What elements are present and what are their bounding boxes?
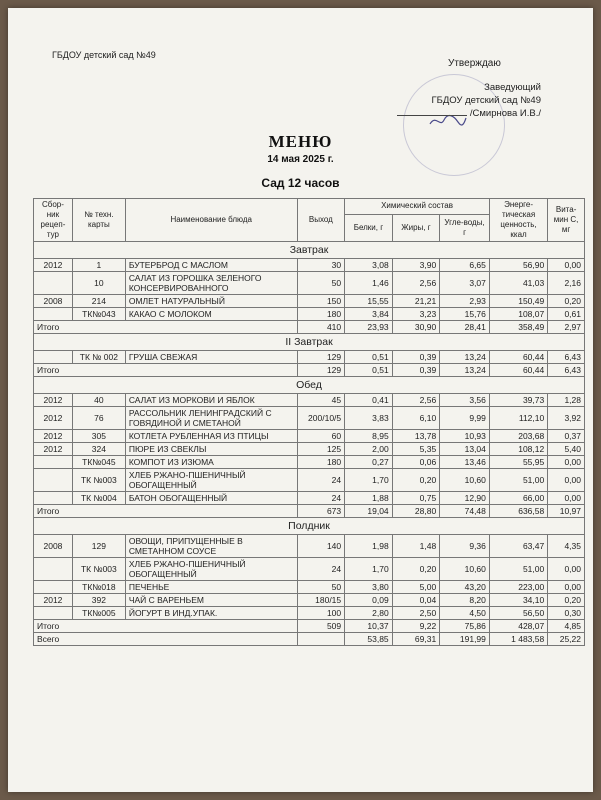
table-cell: 10,60 (440, 469, 490, 492)
total-label: Итого (34, 321, 298, 334)
table-cell: 112,10 (489, 407, 547, 430)
table-row (34, 492, 585, 505)
grand-total-cell: 69,31 (392, 633, 440, 646)
table-cell: 1,70 (345, 558, 393, 581)
table-cell: 0,37 (548, 430, 585, 443)
table-cell (34, 456, 73, 469)
menu-table (33, 198, 585, 646)
table-row (34, 295, 585, 308)
section-title: Завтрак (34, 242, 585, 259)
grand-total-cell: 191,99 (440, 633, 490, 646)
total-cell: 60,44 (489, 364, 547, 377)
table-cell: 10,60 (440, 558, 490, 581)
table-cell: ПЮРЕ ИЗ СВЕКЛЫ (125, 443, 297, 456)
table-cell: 1,98 (345, 535, 393, 558)
table-cell: 13,24 (440, 351, 490, 364)
table-cell: САЛАТ ИЗ МОРКОВИ И ЯБЛОК (125, 394, 297, 407)
total-cell: 74,48 (440, 505, 490, 518)
total-cell: 75,86 (440, 620, 490, 633)
grand-total-label: Всего (34, 633, 298, 646)
table-row (34, 535, 585, 558)
total-cell: 2,97 (548, 321, 585, 334)
table-cell: 2,16 (548, 272, 585, 295)
table-row (34, 351, 585, 364)
total-cell: 30,90 (392, 321, 440, 334)
table-cell (34, 492, 73, 505)
table-row (34, 407, 585, 430)
total-cell: 0,51 (345, 364, 393, 377)
table-cell (34, 607, 73, 620)
table-cell: 2012 (34, 430, 73, 443)
table-cell: 0,20 (392, 558, 440, 581)
table-cell: 6,10 (392, 407, 440, 430)
table-cell: 0,61 (548, 308, 585, 321)
table-cell: 8,95 (345, 430, 393, 443)
total-cell: 4,85 (548, 620, 585, 633)
table-cell: ТК№045 (72, 456, 125, 469)
table-cell (34, 308, 73, 321)
table-cell: 0,00 (548, 492, 585, 505)
table-cell: РАССОЛЬНИК ЛЕНИНГРАДСКИЙ С ГОВЯДИНОЙ И СМЕТАНОЙ (125, 407, 297, 430)
table-cell: 9,36 (440, 535, 490, 558)
table-cell: 3,92 (548, 407, 585, 430)
table-cell: 2,00 (345, 443, 393, 456)
table-cell: 2,56 (392, 272, 440, 295)
table-cell: 108,12 (489, 443, 547, 456)
table-cell: 13,04 (440, 443, 490, 456)
total-cell: 9,22 (392, 620, 440, 633)
table-cell: 60,44 (489, 351, 547, 364)
grand-total-cell: 25,22 (548, 633, 585, 646)
column-dish: Наименование блюда (125, 199, 297, 242)
table-cell: 40 (72, 394, 125, 407)
table-cell: 24 (297, 492, 345, 505)
table-cell: 1,46 (345, 272, 393, 295)
approval-label: Утверждаю (448, 58, 501, 69)
table-cell: 9,99 (440, 407, 490, 430)
table-cell: 150 (297, 295, 345, 308)
table-cell: 180 (297, 308, 345, 321)
table-cell: ТК№043 (72, 308, 125, 321)
table-cell: 12,90 (440, 492, 490, 505)
table-cell: 129 (297, 351, 345, 364)
table-cell: 3,23 (392, 308, 440, 321)
table-cell: 10,93 (440, 430, 490, 443)
table-cell: САЛАТ ИЗ ГОРОШКА ЗЕЛЕНОГО КОНСЕРВИРОВАННОГО (125, 272, 297, 295)
table-row (34, 558, 585, 581)
table-cell: 60 (297, 430, 345, 443)
table-cell: КОТЛЕТА РУБЛЕННАЯ ИЗ ПТИЦЫ (125, 430, 297, 443)
table-cell: 6,43 (548, 351, 585, 364)
total-cell: 28,80 (392, 505, 440, 518)
table-cell: 55,95 (489, 456, 547, 469)
total-cell: 10,97 (548, 505, 585, 518)
table-cell: 3,83 (345, 407, 393, 430)
table-row (34, 581, 585, 594)
column-output: Выход (297, 199, 345, 242)
table-cell: 2008 (34, 535, 73, 558)
table-cell: 0,20 (392, 469, 440, 492)
table-cell: 1,28 (548, 394, 585, 407)
section-title: II Завтрак (34, 334, 585, 351)
table-cell: 34,10 (489, 594, 547, 607)
table-cell: БУТЕРБРОД С МАСЛОМ (125, 259, 297, 272)
table-cell: 6,65 (440, 259, 490, 272)
table-row (34, 259, 585, 272)
head-title: Заведующий (484, 82, 541, 93)
section-header (34, 518, 585, 535)
section-header (34, 334, 585, 351)
head-organization: ГБДОУ детский сад №49 (431, 95, 541, 106)
menu-sheet (8, 8, 593, 792)
grand-total-row (34, 633, 585, 646)
page-title: МЕНЮ (268, 132, 333, 151)
table-cell: 2,56 (392, 394, 440, 407)
table-cell: ТК№018 (72, 581, 125, 594)
table-cell: ЧАЙ С ВАРЕНЬЕМ (125, 594, 297, 607)
table-cell: 223,00 (489, 581, 547, 594)
column-chem: Химический состав (345, 199, 490, 215)
table-cell: 2012 (34, 443, 73, 456)
table-cell: ОВОЩИ, ПРИПУЩЕННЫЕ В СМЕТАННОМ СОУСЕ (125, 535, 297, 558)
table-cell (34, 558, 73, 581)
table-cell: 2,50 (392, 607, 440, 620)
table-cell: 0,51 (345, 351, 393, 364)
table-cell: 15,76 (440, 308, 490, 321)
table-cell: 150,49 (489, 295, 547, 308)
total-cell: 28,41 (440, 321, 490, 334)
table-cell: КОМПОТ ИЗ ИЗЮМА (125, 456, 297, 469)
total-label: Итого (34, 620, 298, 633)
organization-name: ГБДОУ детский сад №49 (52, 50, 156, 60)
table-cell: ПЕЧЕНЬЕ (125, 581, 297, 594)
table-cell: 180/15 (297, 594, 345, 607)
table-cell: ХЛЕБ РЖАНО-ПШЕНИЧНЫЙ ОБОГАЩЕННЫЙ (125, 558, 297, 581)
table-cell: 66,00 (489, 492, 547, 505)
table-cell: 15,55 (345, 295, 393, 308)
table-cell: 305 (72, 430, 125, 443)
table-cell: 0,00 (548, 259, 585, 272)
table-cell: 1,70 (345, 469, 393, 492)
table-cell: 2012 (34, 259, 73, 272)
table-cell: ТК №003 (72, 469, 125, 492)
table-cell: 0,09 (345, 594, 393, 607)
table-cell: 1,88 (345, 492, 393, 505)
table-cell: 108,07 (489, 308, 547, 321)
table-cell: 8,20 (440, 594, 490, 607)
table-row (34, 443, 585, 456)
table-cell: 0,00 (548, 558, 585, 581)
column-proteins: Белки, г (345, 214, 393, 241)
table-cell: БАТОН ОБОГАЩЕННЫЙ (125, 492, 297, 505)
column-collection: Сбор-ник рецеп-тур (34, 199, 73, 242)
table-cell: 50 (297, 581, 345, 594)
table-cell: ОМЛЕТ НАТУРАЛЬНЫЙ (125, 295, 297, 308)
table-cell (34, 581, 73, 594)
table-row (34, 430, 585, 443)
table-cell: 56,50 (489, 607, 547, 620)
table-cell: 0,00 (548, 456, 585, 469)
table-cell: 0,00 (548, 581, 585, 594)
total-row (34, 321, 585, 334)
table-cell: 2012 (34, 407, 73, 430)
column-energy: Энерге-тическая ценность, ккал (489, 199, 547, 242)
table-cell: 5,00 (392, 581, 440, 594)
table-cell: 214 (72, 295, 125, 308)
total-cell: 673 (297, 505, 345, 518)
table-cell: 21,21 (392, 295, 440, 308)
table-cell: 4,35 (548, 535, 585, 558)
table-cell: 63,47 (489, 535, 547, 558)
table-cell: 3,84 (345, 308, 393, 321)
table-cell: 0,00 (548, 469, 585, 492)
table-cell: 2008 (34, 295, 73, 308)
table-cell: 2,93 (440, 295, 490, 308)
total-cell: 19,04 (345, 505, 393, 518)
table-cell: 41,03 (489, 272, 547, 295)
total-cell: 10,37 (345, 620, 393, 633)
head-name: /Смирнова И.В./ (397, 108, 541, 119)
table-cell: 51,00 (489, 469, 547, 492)
table-cell: ГРУША СВЕЖАЯ (125, 351, 297, 364)
section-title: Обед (34, 377, 585, 394)
table-cell: 0,20 (548, 295, 585, 308)
total-cell: 23,93 (345, 321, 393, 334)
table-cell: 0,41 (345, 394, 393, 407)
table-row (34, 308, 585, 321)
column-fats: Жиры, г (392, 214, 440, 241)
table-row (34, 272, 585, 295)
table-cell: ЙОГУРТ В ИНД.УПАК. (125, 607, 297, 620)
table-cell: 13,78 (392, 430, 440, 443)
total-row (34, 364, 585, 377)
column-card: № техн. карты (72, 199, 125, 242)
table-cell: 203,68 (489, 430, 547, 443)
table-cell: 0,20 (548, 594, 585, 607)
table-cell: 3,90 (392, 259, 440, 272)
table-cell: 76 (72, 407, 125, 430)
table-cell: ТК № 002 (72, 351, 125, 364)
table-cell (34, 469, 73, 492)
table-cell: 125 (297, 443, 345, 456)
table-cell: ТК№005 (72, 607, 125, 620)
table-cell: 0,75 (392, 492, 440, 505)
table-cell: 324 (72, 443, 125, 456)
table-cell (34, 351, 73, 364)
table-row (34, 607, 585, 620)
table-row (34, 394, 585, 407)
table-cell: ТК №004 (72, 492, 125, 505)
total-row (34, 505, 585, 518)
table-cell: 45 (297, 394, 345, 407)
table-cell: 200/10/5 (297, 407, 345, 430)
table-cell: 0,04 (392, 594, 440, 607)
grand-total-cell (297, 633, 345, 646)
table-cell: 0,06 (392, 456, 440, 469)
table-cell: ХЛЕБ РЖАНО-ПШЕНИЧНЫЙ ОБОГАЩЕННЫЙ (125, 469, 297, 492)
total-label: Итого (34, 364, 298, 377)
table-cell: 43,20 (440, 581, 490, 594)
table-cell: 39,73 (489, 394, 547, 407)
table-cell: 1 (72, 259, 125, 272)
table-row (34, 469, 585, 492)
total-cell: 6,43 (548, 364, 585, 377)
total-cell: 509 (297, 620, 345, 633)
table-cell: 5,40 (548, 443, 585, 456)
table-cell: 2,80 (345, 607, 393, 620)
total-label: Итого (34, 505, 298, 518)
table-row (34, 594, 585, 607)
menu-date: 14 мая 2025 г. (267, 154, 334, 165)
total-cell: 0,39 (392, 364, 440, 377)
table-cell: 129 (72, 535, 125, 558)
total-cell: 428,07 (489, 620, 547, 633)
table-cell: 30 (297, 259, 345, 272)
table-cell: 24 (297, 469, 345, 492)
table-cell: 0,30 (548, 607, 585, 620)
table-cell (34, 272, 73, 295)
table-cell: 0,39 (392, 351, 440, 364)
table-cell: 140 (297, 535, 345, 558)
table-cell: 50 (297, 272, 345, 295)
table-row (34, 456, 585, 469)
section-title: Полдник (34, 518, 585, 535)
table-cell: 5,35 (392, 443, 440, 456)
table-cell: 10 (72, 272, 125, 295)
table-cell: 3,80 (345, 581, 393, 594)
table-cell: 392 (72, 594, 125, 607)
menu-subtitle: Сад 12 часов (261, 176, 340, 190)
total-cell: 13,24 (440, 364, 490, 377)
grand-total-cell: 1 483,58 (489, 633, 547, 646)
table-cell: 180 (297, 456, 345, 469)
table-cell: 3,07 (440, 272, 490, 295)
table-cell: КАКАО С МОЛОКОМ (125, 308, 297, 321)
table-cell: 51,00 (489, 558, 547, 581)
table-cell: 4,50 (440, 607, 490, 620)
table-cell: 24 (297, 558, 345, 581)
column-carbs: Угле-воды, г (440, 214, 490, 241)
table-cell: 0,27 (345, 456, 393, 469)
table-cell: 2012 (34, 394, 73, 407)
table-cell: 13,46 (440, 456, 490, 469)
total-cell: 129 (297, 364, 345, 377)
grand-total-cell: 53,85 (345, 633, 393, 646)
section-header (34, 242, 585, 259)
total-cell: 636,58 (489, 505, 547, 518)
table-cell: 1,48 (392, 535, 440, 558)
table-cell: 100 (297, 607, 345, 620)
table-cell: ТК №003 (72, 558, 125, 581)
total-cell: 410 (297, 321, 345, 334)
total-row (34, 620, 585, 633)
column-vitamin: Вита-мин С, мг (548, 199, 585, 242)
table-cell: 2012 (34, 594, 73, 607)
table-cell: 3,56 (440, 394, 490, 407)
table-cell: 56,90 (489, 259, 547, 272)
total-cell: 358,49 (489, 321, 547, 334)
section-header (34, 377, 585, 394)
table-cell: 3,08 (345, 259, 393, 272)
